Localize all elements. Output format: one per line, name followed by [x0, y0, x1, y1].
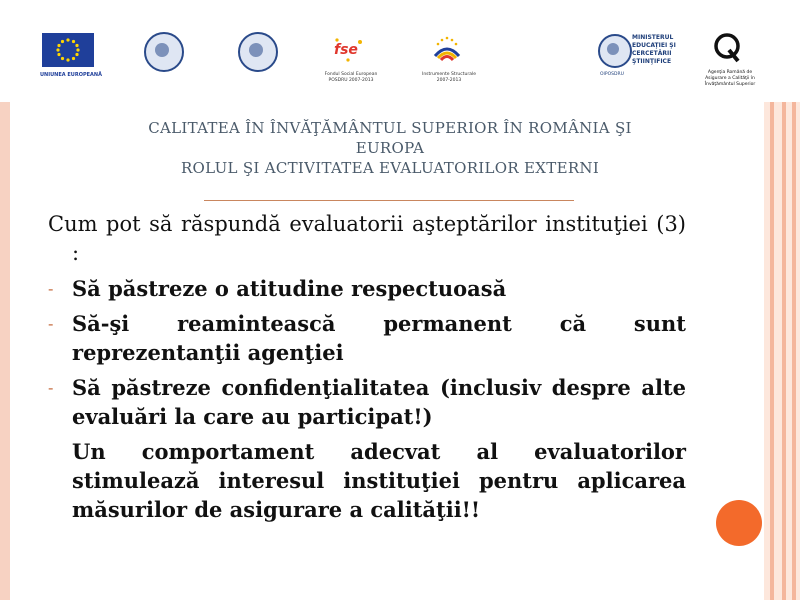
- ministry-name: MINISTERUL EDUCAŢIEI ŞI CERCETĂRII ŞTIINŢIFICE: [632, 34, 676, 65]
- list-item: - Să păstreze o atitudine respectuoasă: [48, 276, 507, 301]
- intro-text: Cum pot să răspundă evaluatorii aşteptărilor instituţiei (3) :: [48, 212, 686, 265]
- eu-flag-icon: [42, 33, 94, 67]
- bullet-dash: -: [48, 279, 54, 298]
- structural-instruments-logo-icon: [430, 34, 464, 64]
- svg-text:fse: fse: [334, 42, 358, 58]
- slide-title: [70, 118, 710, 178]
- bullet-dash: -: [48, 378, 54, 397]
- list-item: - Să păstreze confidenţialitatea (inclusiv despre alte evaluări la care au participat!): [48, 375, 686, 429]
- right-decorative-stripe: [764, 102, 800, 600]
- stripe-bar: [782, 102, 786, 600]
- ministry-seal-icon: [238, 32, 278, 72]
- list-item: - Să-şi reamintească permanent că sunt reprezentanţii agenţiei: [48, 311, 686, 365]
- fse-caption: Fondul Social European POSDRU 2007-2013: [324, 72, 378, 83]
- closing-statement: Un comportament adecvat al evaluatorilor stimulează interesul instituţiei pentru aplicarea măsurilor de asigurare a calităţii!!: [72, 439, 686, 522]
- orange-circle-decoration: [716, 500, 762, 546]
- title-line-3: ROLUL ŞI ACTIVITATEA EVALUATORILOR EXTERNI: [180, 159, 600, 177]
- eu-caption: UNIUNEA EUROPEANĂ: [40, 72, 102, 78]
- romania-government-seal-icon: [144, 32, 184, 72]
- stripe-bar: [792, 102, 796, 600]
- aracis-caption: Agenţia Română de Asigurare a Calităţii în Învăţământul Superior: [704, 70, 756, 87]
- ministry-education-seal-icon: [598, 34, 632, 68]
- slide-body: [48, 210, 686, 524]
- title-line-2: EUROPA: [355, 139, 425, 157]
- fse-logo-icon: [332, 34, 366, 64]
- title-line-1: CALITATEA ÎN ÎNVĂŢĂMÂNTUL SUPERIOR ÎN ROMÂNIA ŞI: [148, 119, 632, 137]
- title-divider: [204, 200, 574, 201]
- bullet-list: [48, 274, 686, 431]
- aracis-q-logo-icon: [710, 30, 744, 64]
- logo-strip: [0, 0, 800, 100]
- stripe-bar: [770, 102, 774, 600]
- left-decorative-stripe: [0, 102, 10, 600]
- ministry-caption: OIPOSDRU: [600, 72, 624, 77]
- bullet-dash: -: [48, 314, 54, 333]
- structural-instruments-caption: Instrumente Structurale 2007-2013: [422, 72, 476, 83]
